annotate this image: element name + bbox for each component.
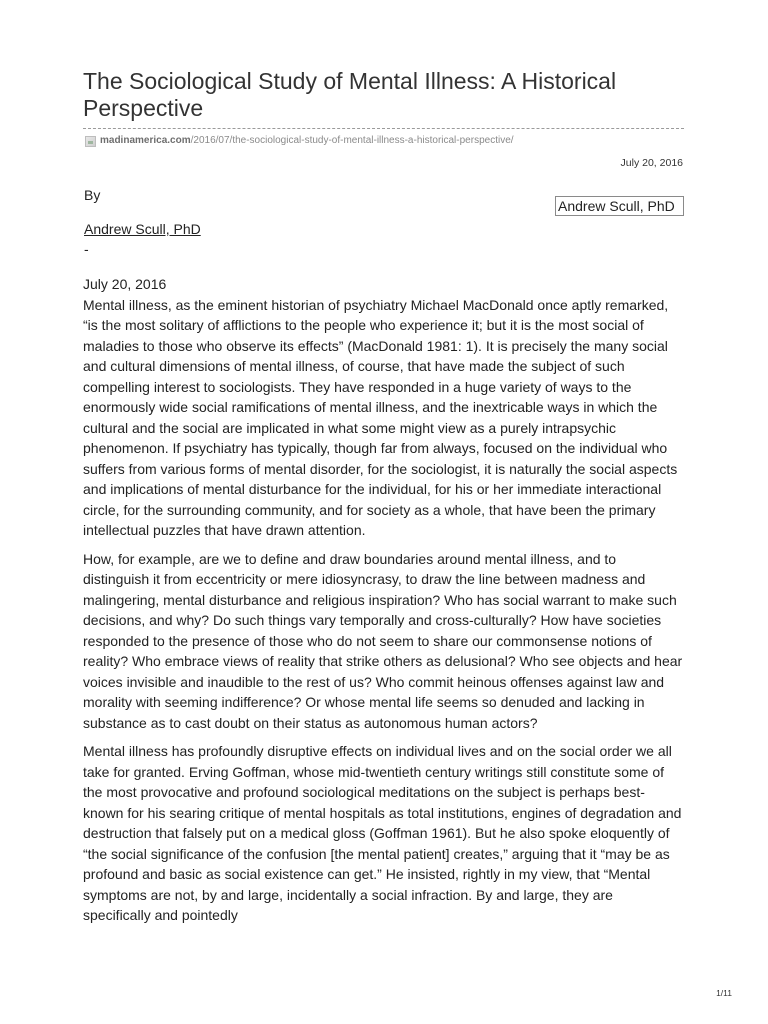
dashed-divider [83, 128, 684, 129]
source-url-line[interactable] [85, 134, 514, 148]
author-link[interactable]: Andrew Scull, PhD [84, 221, 201, 237]
paragraph: How, for example, are we to define and draw boundaries around mental illness, and to distinguish it from eccentricity or mere idiosyncrasy, to draw the line between madness and malingering, mental disturbance and religious inspiration? Who has social warrant to make such decisions, and why? Do such things vary temporally and cross-culturally? How have societies responded to the presence of those who do not seem to share our commonsense notions of reality? Who embrace views of reality that strike others as delusional? Who see objects and hear voices invisible and inaudible to the rest of us? Who commit heinous offenses against law and morality with seeming indifference? Or whose mental life seems so denuded and lacking in substance as to cast doubt on their status as autonomous human actors? [83, 550, 683, 731]
print-date: July 20, 2016 [620, 157, 683, 169]
publish-date: July 20, 2016 [83, 276, 167, 292]
separator-dash: - [84, 241, 89, 257]
paragraph: Mental illness has profoundly disruptive effects on individual lives and on the social order we all take for granted. Erving Goffman, whose mid-twentieth century writings still constitute some of the most provocative and profound sociological meditations on the subject is perhaps best-known for his searing critique of mental hospitals as total institutions, engines of degradation and destruction that falsely put on a medical gloss (Goffman 1961). But he also spoke eloquently of “the social significance of the confusion [the mental patient] creates,” arguing that it “may be as profound and basic as social existence can get.” He insisted, rightly in my view, that “Mental symptoms are not, by and large, incidentally a social infraction. By and large, they are specifically and pointedly [83, 743, 682, 923]
source-path[interactable]: /2016/07/the-sociological-study-of-mental-illness-a-historical-perspective/ [190, 135, 514, 146]
source-domain[interactable]: madinamerica.com [100, 135, 191, 146]
by-label: By [84, 187, 101, 203]
page-title: The Sociological Study of Mental Illness: A Historical Perspective [83, 68, 617, 121]
article-body [83, 274, 683, 934]
page-number: 1/11 [716, 988, 732, 998]
paragraph: Mental illness, as the eminent historian of psychiatry Michael MacDonald once aptly remarked, “is the most solitary of afflictions to the people who experience it; but it is the most social of maladies to those who observe its effects” (MacDonald 1981: 1). It is precisely the many social and cultural dimensions of mental illness, of course, that have made the subject of such compelling interest to sociologists. They have responded in a huge variety of ways to the enormously wide social ramifications of mental illness, and the inextricable ways in which the cultural and the social are implicated in what some might view as a purely intrapsychic phenomenon. If psychiatry has typically, though far from always, focused on the individual who suffers from various forms of mental disorder, for the sociologist, it is naturally the social aspects and implications of mental disturbance for the individual, for his or her immediate interactional circle, for the surrounding community, and for society as a whole, that have been the primary intellectual puzzles that have drawn attention. [83, 296, 678, 538]
author-box[interactable]: Andrew Scull, PhD [555, 196, 684, 216]
site-favicon-icon [85, 136, 96, 147]
